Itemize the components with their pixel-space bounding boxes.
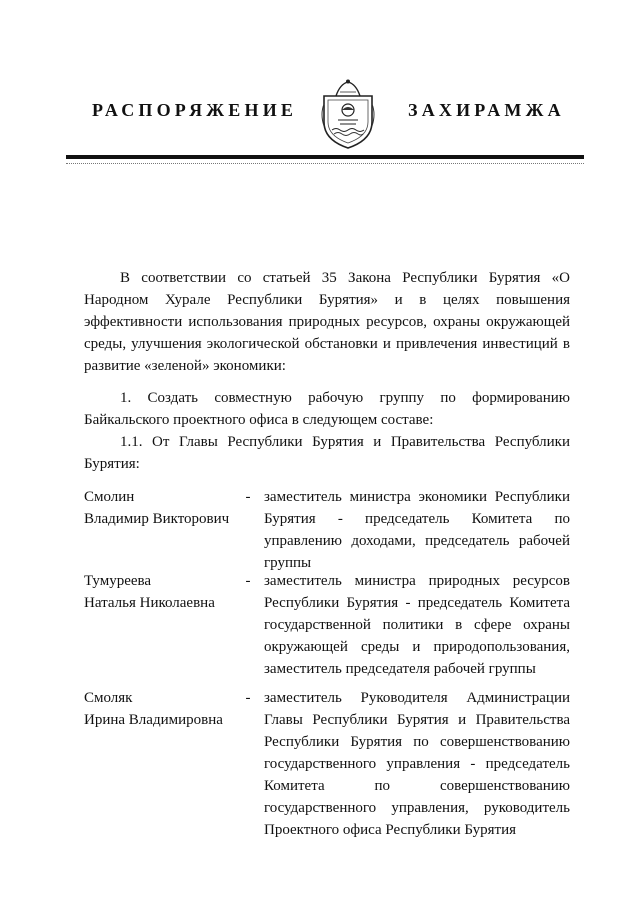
item-1-1-text: 1.1. От Главы Республики Бурятия и Правительства Республики Бурятия: — [84, 434, 570, 472]
item-1-paragraph — [84, 387, 570, 431]
member-dash: - — [245, 573, 251, 589]
item-1-text: 1. Создать совместную рабочую группу по формированию Байкальского проектного офиса в следующем составе: — [84, 390, 570, 428]
member-name — [84, 486, 244, 530]
header-rule-dotted — [66, 163, 584, 164]
preamble-paragraph — [84, 267, 570, 377]
preamble-text: В соответствии со статьей 35 Закона Республики Бурятия «О Народном Хурале Республики Бурятия» и в целях повышения эффективности использования природных ресурсов, охраны окружающей среды, улучшения экологической обстановки и привлечения инвестиций в развитие «зеленой» экономики: — [84, 270, 570, 374]
member-given-names: Ирина Владимировна — [84, 712, 223, 728]
title-rasporyazhenie: РАСПОРЯЖЕНИЕ — [92, 100, 298, 120]
coat-of-arms-emblem-icon — [318, 78, 378, 150]
member-role: заместитель министра природных ресурсов Республики Бурятия - председатель Комитета государственной политики в сфере охраны окружающей среды и природопользования, заместитель председателя рабочей группы — [264, 573, 570, 677]
member-dash: - — [245, 489, 251, 505]
header-rule-thick — [66, 155, 584, 159]
member-surname: Смолин — [84, 489, 135, 505]
member-role: заместитель Руководителя Администрации Главы Республики Бурятия и Правительства Республики Бурятия по совершенствованию государственного управления - председатель Комитета по совершенствованию государственного управления, руководитель Проектного офиса Республики Бурятия — [264, 690, 570, 838]
member-given-names: Владимир Викторович — [84, 511, 230, 527]
member-surname: Смоляк — [84, 690, 133, 706]
member-dash: - — [245, 690, 251, 706]
member-surname: Тумуреева — [84, 573, 152, 589]
item-1-1-paragraph — [84, 431, 570, 475]
member-name — [84, 570, 244, 614]
member-name — [84, 687, 244, 731]
member-given-names: Наталья Николаевна — [84, 595, 215, 611]
document-header — [0, 72, 640, 162]
member-role: заместитель министра экономики Республики Бурятия - председатель Комитета по управлению доходами, председатель рабочей группы — [264, 489, 570, 571]
title-zakhiramzha: ЗАХИРАМЖА — [408, 100, 565, 120]
